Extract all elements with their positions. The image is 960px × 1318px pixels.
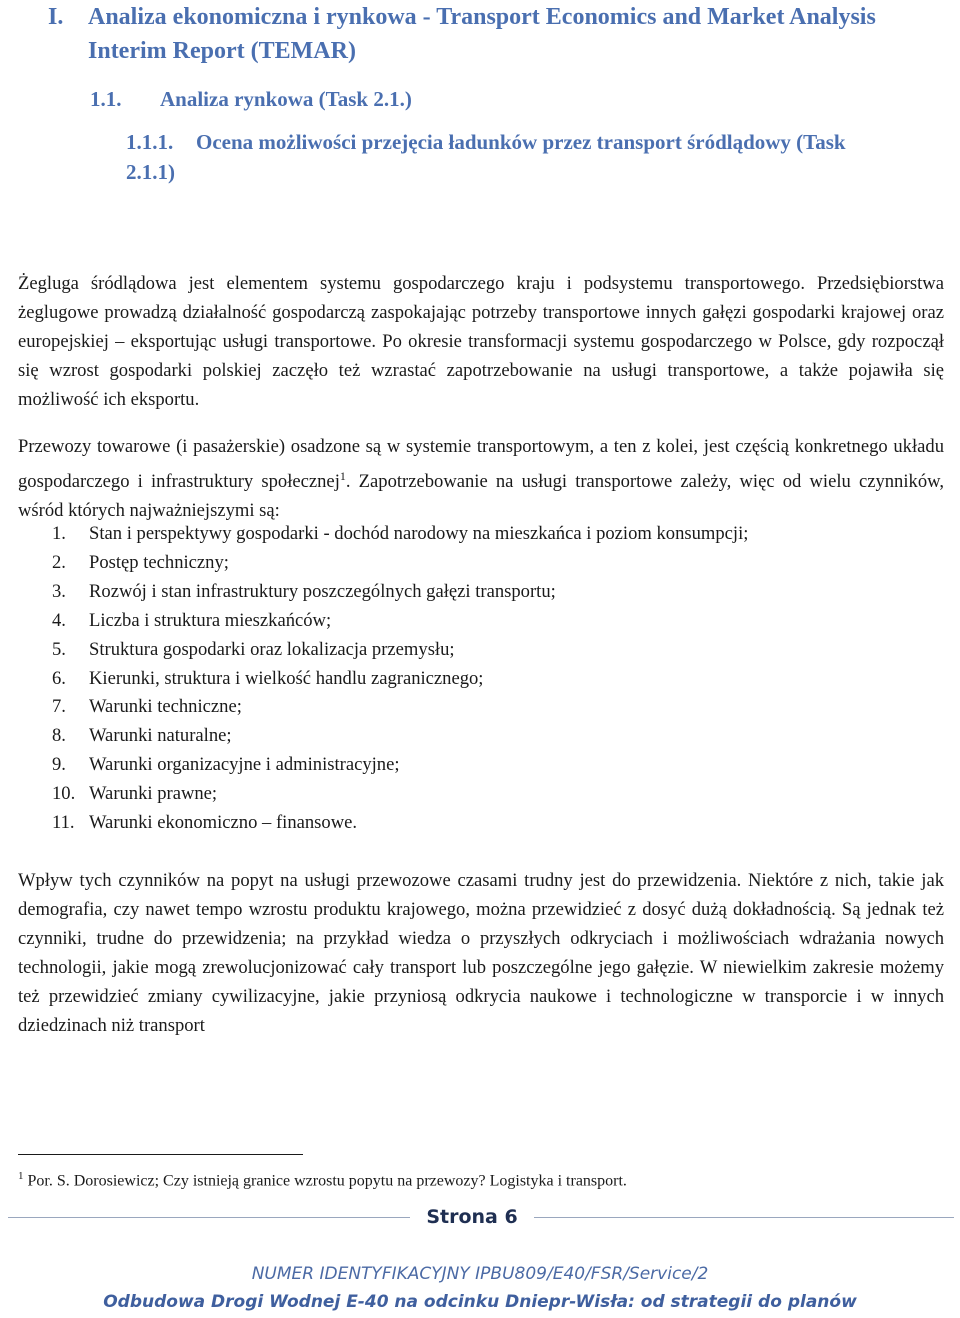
list-item-number: 3. (52, 580, 66, 602)
subsection-heading (126, 127, 946, 184)
list-item (18, 780, 944, 809)
list-item-text: Struktura gospodarki oraz lokalizacja przemysłu; (89, 638, 455, 660)
chapter-title: Analiza ekonomiczna i rynkowa - Transport Economics and Market Analysis Interim Report (TEMAR) (88, 4, 876, 64)
page-number-bar (0, 1204, 960, 1232)
section-title: Analiza rynkowa (Task 2.1.) (160, 87, 412, 111)
list-item-number: 4. (52, 609, 66, 631)
list-item-text: Warunki ekonomiczno – finansowe. (89, 812, 358, 834)
list-item (18, 665, 944, 694)
list-item-number: 11. (52, 812, 75, 834)
subsection-title-continued: 2.1.1) (126, 160, 175, 184)
footnote-text: Por. S. Dorosiewicz; Czy istnieją granice wzrostu popytu na przewozy? Logistyka i transport. (27, 1172, 627, 1190)
paragraph-text: . Zapotrzebowanie na usługi transportowe zależy, więc od wielu czynników, wśród których najważniejszymi są: (18, 471, 944, 521)
footer-identifier: NUMER IDENTYFIKACYJNY IPBU809/E40/FSR/Service/2 (251, 1264, 709, 1284)
list-item-number: 10. (52, 783, 76, 805)
list-item (18, 578, 944, 607)
list-item-number: 8. (52, 725, 66, 747)
list-item-number: 2. (52, 551, 66, 573)
footnote (18, 1164, 627, 1193)
footnote-reference: 1 (339, 468, 346, 483)
chapter-number: I. (48, 4, 64, 30)
list-item (18, 607, 944, 636)
list-item (18, 693, 944, 722)
list-item-text: Warunki organizacyjne i administracyjne; (89, 754, 400, 776)
subsection-title: Ocena możliwości przejęcia ładunków przez transport śródlądowy (Task (196, 130, 846, 154)
footer-project-title: Odbudowa Drogi Wodnej E-40 na odcinku Dniepr-Wisła: od strategii do planów (103, 1292, 857, 1312)
list-item (18, 636, 944, 665)
list-item-text: Rozwój i stan infrastruktury poszczególnych gałęzi transportu; (89, 580, 556, 602)
page-bar-rule-right (534, 1217, 954, 1218)
list-item-number: 9. (52, 754, 66, 776)
list-item (18, 809, 944, 838)
list-item (18, 722, 944, 751)
page-number: Strona 6 (426, 1206, 518, 1228)
list-item-text: Warunki prawne; (89, 783, 218, 805)
list-item (18, 751, 944, 780)
list-item-text: Warunki techniczne; (89, 696, 242, 718)
footnote-separator (18, 1154, 303, 1155)
subsection-number: 1.1.1. (126, 130, 174, 154)
paragraph-forecasting: Wpływ tych czynników na popyt na usługi przewozowe czasami trudny jest do przewidzenia. Niektóre z nich, takie jak demografia, czy nawet tempo wzrostu produktu krajowego, można przewidzieć z dosyć dużą dokładnością. Są jednak też czynniki, trudne do przewidzenia; na przykład wiedza o przyszłych odkryciach i możliwościach wdrażania nowych technologii, jakie mogą zrewolucjonizować cały transport lub poszczególne jego gałęzie. W niewielkim zakresie możemy też przewidzieć zmiany cywilizacyjne, jakie przyniosą odkrycia naukowe i technologiczne w transporcie i w innych dziedzinach niż transport (18, 870, 944, 1036)
list-item (18, 549, 944, 578)
list-item-number: 5. (52, 638, 66, 660)
paragraph-intro: Żegluga śródlądowa jest elementem systemu gospodarczego kraju i podsystemu transportowego. Przedsiębiorstwa żeglugowe prowadzą działalność gospodarczą zaspokajając potrzeby transportowe innych gałęzi gospodarki krajowej oraz europejskiej – eksportując usługi transportowe. Po okresie transformacji systemu gospodarczego w Polsce, gdy rozpoczął się wzrost gospodarki polskiej zaczęło też wzrastać zapotrzebowanie na usługi transportowe, a także pojawiła się możliwość ich eksportu. (18, 273, 944, 410)
page-bar-rule-left (8, 1217, 410, 1218)
chapter-heading (48, 0, 948, 68)
list-item-text: Stan i perspektywy gospodarki - dochód narodowy na mieszkańca i poziom konsumpcji; (89, 523, 749, 544)
list-item-text: Warunki naturalne; (89, 725, 232, 747)
list-item-number: 1. (52, 523, 66, 544)
footnote-marker: 1 (18, 1170, 24, 1182)
list-item-text: Liczba i struktura mieszkańców; (89, 609, 332, 631)
section-number: 1.1. (90, 87, 122, 111)
factors-list (18, 520, 944, 838)
list-item-text: Kierunki, struktura i wielkość handlu zagranicznego; (89, 667, 484, 689)
list-item-text: Postęp techniczny; (89, 551, 229, 573)
list-item-number: 7. (52, 696, 66, 718)
list-item (18, 520, 944, 549)
paragraph-factors-intro (18, 433, 944, 526)
paragraph-text: Przewozy towarowe (i pasażerskie) osadzone są w systemie transportowym, a ten z kolei, jest częścią konkretnego układu gospodarczego i infrastruktury społecznej (18, 436, 944, 493)
list-item-number: 6. (52, 667, 66, 689)
section-heading (90, 84, 412, 114)
